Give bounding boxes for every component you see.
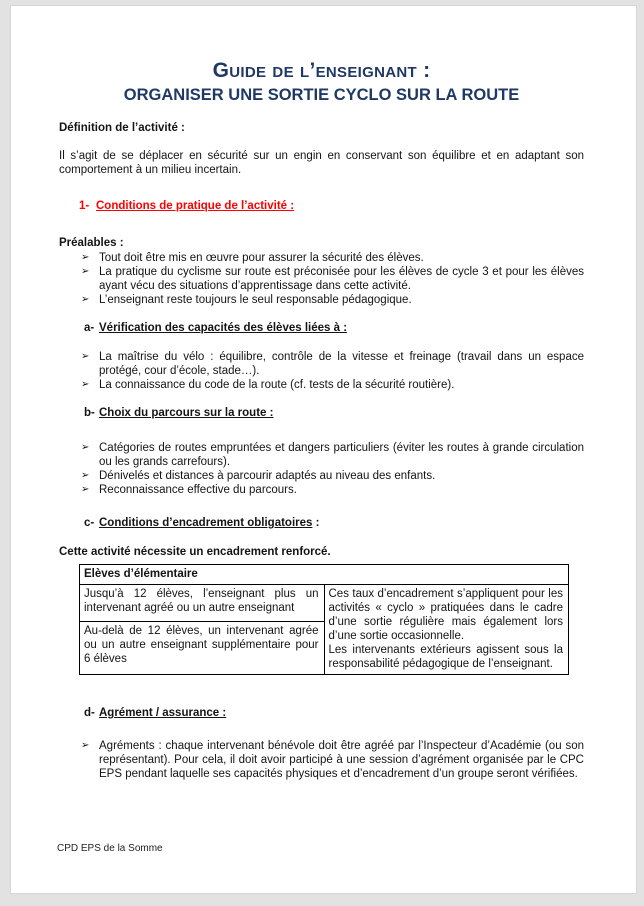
table-header-cell: Elèves d’élémentaire [80,565,569,585]
subsection-c-heading [59,516,584,530]
table-cell-remark [324,585,569,675]
subsection-heading-suffix: : [312,517,320,529]
subsection-label: d- [84,707,95,719]
arrow-bullet-icon: ➢ [81,294,90,305]
list-item [59,350,584,378]
arrow-bullet-icon: ➢ [81,442,90,453]
subsection-a-heading [59,321,584,335]
list-item [59,483,584,497]
subsection-heading-text: Agrément / assurance : [99,707,227,719]
list-item-text: Dénivelés et distances à parcourir adaptés au niveau des enfants. [99,470,436,482]
table-row [80,585,569,622]
arrow-bullet-icon: ➢ [81,252,90,263]
subsection-b-heading [59,406,584,420]
arrow-bullet-icon: ➢ [81,740,90,751]
subsection-label: a- [84,322,95,334]
list-item-text: Reconnaissance effective du parcours. [99,484,297,496]
table-header-row [80,565,569,585]
list-item-text: La connaissance du code de la route (cf. tests de la sécurité routière). [99,379,455,391]
list-item-text: Tout doit être mis en œuvre pour assurer la sécurité des élèves. [99,252,424,264]
list-item [59,469,584,483]
list-item-text: Agréments : chaque intervenant bénévole doit être agréé par l’Inspecteur d’Académie (ou son représentant). Pour cela, il doit avoir participé à une session d’agrément organisée par le CPC EPS pendant laquelle ses capacités physiques et d’encadrement d’un groupe seront vérifiées. [99,740,584,780]
encadrement-note: Cette activité nécessite un encadrement renforcé. [59,546,331,558]
definition-heading: Définition de l’activité : [59,122,185,134]
subsection-heading-text: Conditions d’encadrement obligatoires [99,517,313,529]
section-number: 1- [79,200,90,212]
section-heading-text: Conditions de pratique de l’activité : [96,200,295,212]
title-line-2: ORGANISER UNE SORTIE CYCLO SUR LA ROUTE [123,86,520,104]
prealables-list [59,251,584,307]
encadrement-table [79,564,569,675]
list-item [59,441,584,469]
subsection-heading-text: Choix du parcours sur la route : [99,407,274,419]
definition-paragraph: Il s’agit de se déplacer en sécurité sur un engin en conservant son équilibre et en adaptant son comportement à un milieu incertain. [59,150,584,176]
footer-author: CPD EPS de la Somme [57,843,163,854]
arrow-bullet-icon: ➢ [81,470,90,481]
section-1-heading [59,199,584,213]
arrow-bullet-icon: ➢ [81,484,90,495]
arrow-bullet-icon: ➢ [81,351,90,362]
document-page [10,5,637,894]
list-item [59,265,584,293]
subsection-b-list [59,441,584,497]
list-item-text: La maîtrise du vélo : équilibre, contrôle de la vitesse et freinage (travail dans un espace protégé, cour d’école, stade…). [99,351,584,377]
subsection-label: c- [84,517,95,529]
remark-paragraph: Ces taux d’encadrement s’appliquent pour les activités « cyclo » pratiquées dans le cadre d’une sortie régulière mais également lors d’une sortie occasionnelle. [328,588,563,642]
list-item [59,293,584,307]
list-item-text: L’enseignant reste toujours le seul responsable pédagogique. [99,294,412,306]
subsection-d-heading [59,706,584,720]
remark-paragraph: Les intervenants extérieurs agissent sous la responsabilité pédagogique de l’enseignant. [328,644,563,670]
doc-title [59,58,584,106]
table-cell-ratio-1: Jusqu’à 12 élèves, l’enseignant plus un intervenant agréé ou un autre enseignant [80,585,325,622]
subsection-d-list [59,739,584,781]
list-item-text: La pratique du cyclisme sur route est préconisée pour les élèves de cycle 3 et pour les élèves ayant vécu des situations d’apprentissage dans cette activité. [99,266,584,292]
list-item [59,378,584,392]
list-item-text: Catégories de routes empruntées et dangers particuliers (éviter les routes à grande circulation ou les grands carrefours). [99,442,584,468]
subsection-heading-text: Vérification des capacités des élèves liées à : [99,322,348,334]
subsection-a-list [59,350,584,392]
arrow-bullet-icon: ➢ [81,266,90,277]
prealables-heading: Préalables : [59,237,124,249]
subsection-label: b- [84,407,95,419]
arrow-bullet-icon: ➢ [81,379,90,390]
table-cell-ratio-2: Au-delà de 12 élèves, un intervenant agrée ou un autre enseignant supplémentaire pour 6 élèves [80,622,325,675]
list-item [59,251,584,265]
title-line-1: Guide de l’enseignant : [212,59,431,82]
list-item [59,739,584,781]
